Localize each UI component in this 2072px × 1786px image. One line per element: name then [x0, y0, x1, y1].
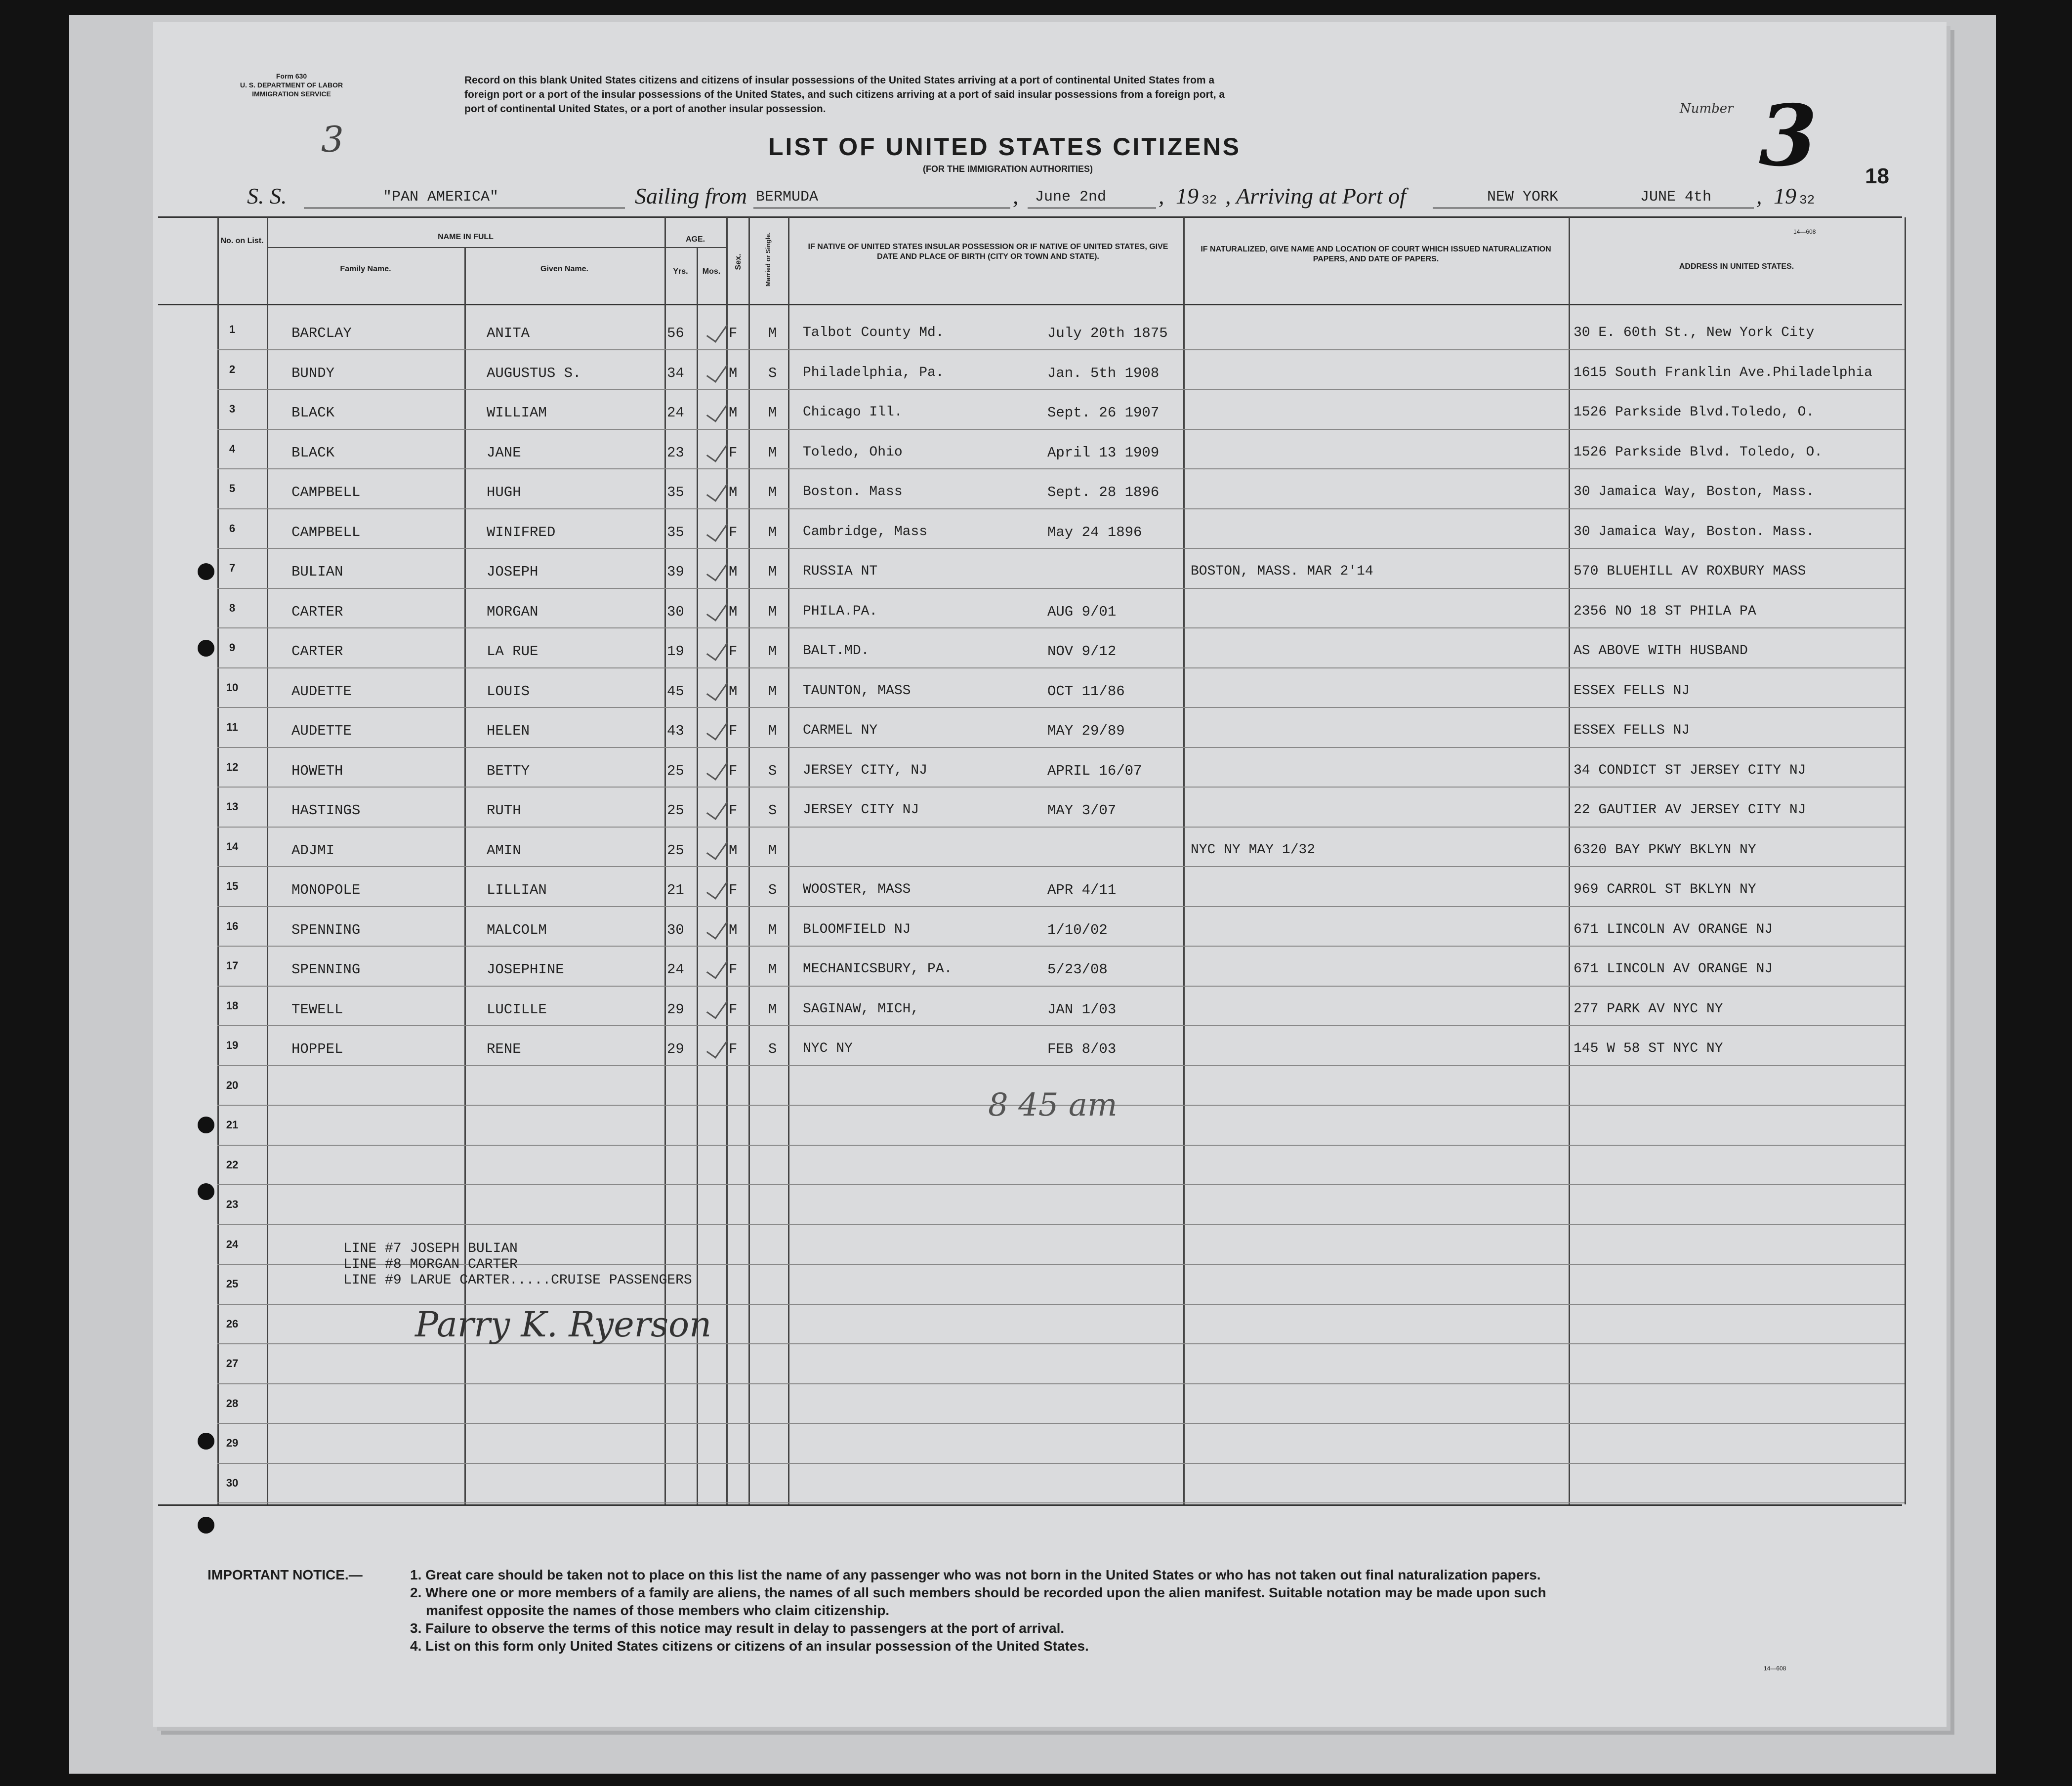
row-rule — [217, 906, 1905, 907]
given-name: RUTH — [487, 802, 521, 819]
row-number: 14 — [226, 840, 239, 853]
us-address: 671 LINCOLN AV ORANGE NJ — [1574, 961, 1773, 977]
row-number: 26 — [226, 1317, 239, 1330]
us-address: AS ABOVE WITH HUSBAND — [1574, 643, 1748, 659]
row-number: 22 — [226, 1158, 239, 1171]
row-number: 12 — [226, 760, 239, 773]
sex: F — [729, 762, 738, 779]
binder-hole — [198, 1183, 214, 1200]
sex: F — [729, 325, 738, 341]
age-years: 30 — [667, 603, 684, 620]
row-rule — [217, 429, 1905, 430]
family-name: SPENNING — [291, 961, 361, 978]
birth-place: MECHANICSBURY, PA. — [803, 961, 953, 977]
birth-place: WOOSTER, MASS — [803, 882, 911, 897]
birth-date: 1/10/02 — [1047, 921, 1108, 938]
sex: M — [729, 405, 738, 421]
us-address: 671 LINCOLN AV ORANGE NJ — [1574, 921, 1773, 937]
marital-status: M — [768, 484, 777, 500]
family-name: CAMPBELL — [291, 484, 361, 500]
binder-hole — [198, 563, 214, 580]
sailing-date: June 2nd — [1035, 189, 1107, 206]
birth-place: Chicago Ill. — [803, 405, 903, 420]
col-divider — [748, 217, 750, 1504]
row-number: 7 — [229, 562, 236, 574]
row-number: 23 — [226, 1198, 239, 1210]
ss-label: S. S. — [247, 183, 287, 208]
sex: M — [729, 683, 738, 700]
cruise-note-line-2: LINE #8 MORGAN CARTER — [343, 1257, 518, 1272]
sailing-from-port: BERMUDA — [756, 189, 819, 206]
row-rule — [217, 1463, 1905, 1464]
sex: F — [729, 961, 738, 978]
sex: M — [729, 603, 738, 620]
marital-status: M — [768, 961, 777, 978]
birth-place: PHILA.PA. — [803, 603, 878, 619]
age-years: 25 — [667, 842, 684, 859]
naturalization-info: NYC NY MAY 1/32 — [1191, 842, 1316, 858]
row-rule — [217, 1025, 1905, 1026]
family-name: CAMPBELL — [291, 524, 361, 540]
row-rule — [217, 747, 1905, 748]
birth-place: Talbot County Md. — [803, 325, 944, 340]
marital-status: M — [768, 444, 777, 461]
age-years: 19 — [667, 643, 684, 660]
age-years: 35 — [667, 484, 684, 500]
us-address: ESSEX FELLS NJ — [1574, 723, 1690, 738]
row-number: 21 — [226, 1119, 239, 1131]
birth-date: Jan. 5th 1908 — [1047, 365, 1160, 381]
row-number: 20 — [226, 1079, 239, 1091]
col-header-yrs: Yrs. — [673, 267, 688, 276]
us-address: 6320 BAY PKWY BKLYN NY — [1574, 842, 1756, 858]
cruise-note-line-1: LINE #7 JOSEPH BULIAN — [343, 1241, 518, 1256]
col-header-mos: Mos. — [702, 267, 721, 276]
sex: M — [729, 484, 738, 500]
cruise-note — [343, 1241, 692, 1288]
given-name: LOUIS — [487, 683, 530, 700]
notice-item-2a: 2. Where one or more members of a family are aliens, the names of all such members should be recorded upon the alien manifest. Suitable notation may be made upon such — [410, 1585, 1546, 1600]
marital-status: M — [768, 405, 777, 421]
given-name: WILLIAM — [487, 405, 547, 421]
birth-place: NYC NY — [803, 1041, 853, 1056]
row-number: 8 — [229, 601, 236, 614]
form-subtitle: (FOR THE IMMIGRATION AUTHORITIES) — [923, 164, 1093, 174]
col-divider — [1183, 217, 1185, 1504]
family-name: BLACK — [291, 405, 335, 421]
family-name: ADJMI — [291, 842, 335, 859]
row-number: 5 — [229, 482, 236, 495]
family-name: BLACK — [291, 444, 335, 461]
birth-place: SAGINAW, MICH, — [803, 1001, 919, 1017]
row-number: 9 — [229, 641, 236, 654]
row-rule — [217, 986, 1905, 987]
row-number: 18 — [226, 999, 239, 1012]
age-years: 34 — [667, 365, 684, 381]
family-name: BARCLAY — [291, 325, 352, 341]
birth-date: 5/23/08 — [1047, 961, 1108, 978]
row-number: 19 — [226, 1039, 239, 1051]
us-address: ESSEX FELLS NJ — [1574, 683, 1690, 699]
birth-date: MAY 29/89 — [1047, 723, 1125, 739]
sex: F — [729, 1041, 738, 1057]
birth-place: JERSEY CITY, NJ — [803, 762, 928, 778]
col-header-address: ADDRESS IN UNITED STATES. — [1679, 262, 1794, 271]
form-instructions — [464, 73, 1225, 116]
row-number: 29 — [226, 1437, 239, 1449]
col-header-naturalization: IF NATURALIZED, GIVE NAME AND LOCATION OF COURT WHICH ISSUED NATURALIZATION PAPERS, AND DATE OF PAPERS. — [1201, 245, 1551, 263]
marital-status: S — [768, 365, 777, 381]
sex: F — [729, 1001, 738, 1018]
age-years: 39 — [667, 564, 684, 580]
birth-place: TAUNTON, MASS — [803, 683, 911, 699]
marital-status: M — [768, 603, 777, 620]
given-name: LILLIAN — [487, 882, 547, 898]
family-name: CARTER — [291, 603, 343, 620]
birth-date: APR 4/11 — [1047, 882, 1117, 898]
birth-date: NOV 9/12 — [1047, 643, 1117, 660]
instructions-line-2: foreign port or a port of the insular possessions of the United States, and such citizens arriving at a port of said insular possessions from a foreign port, a — [464, 89, 1225, 100]
us-address: 30 Jamaica Way, Boston. Mass. — [1574, 524, 1815, 540]
given-name: MALCOLM — [487, 921, 547, 938]
age-years: 24 — [667, 405, 684, 421]
given-name: MORGAN — [487, 603, 539, 620]
birth-place: JERSEY CITY NJ — [803, 802, 919, 818]
sex: F — [729, 643, 738, 660]
birth-date: JAN 1/03 — [1047, 1001, 1117, 1018]
birth-place: Toledo, Ohio — [803, 444, 903, 460]
birth-date: MAY 3/07 — [1047, 802, 1117, 819]
birth-place: CARMEL NY — [803, 723, 878, 738]
comma: , — [1756, 183, 1762, 208]
given-name: JOSEPHINE — [487, 961, 564, 978]
age-years: 29 — [667, 1001, 684, 1018]
birth-place: BALT.MD. — [803, 643, 870, 659]
given-name: JANE — [487, 444, 521, 461]
sex: M — [729, 564, 738, 580]
us-address: 570 BLUEHILL AV ROXBURY MASS — [1574, 564, 1806, 579]
row-rule — [217, 548, 1905, 549]
row-number: 24 — [226, 1238, 239, 1250]
inspector-time-note: 8 45 am — [988, 1087, 1118, 1123]
row-rule — [217, 588, 1905, 589]
row-number: 4 — [229, 442, 236, 455]
row-rule — [217, 667, 1905, 668]
sex: M — [729, 842, 738, 859]
age-years: 45 — [667, 683, 684, 700]
marital-status: M — [768, 643, 777, 660]
marital-status: S — [768, 762, 777, 779]
birth-date: Sept. 26 1907 — [1047, 405, 1160, 421]
marital-status: M — [768, 564, 777, 580]
birth-place: Boston. Mass — [803, 484, 903, 499]
age-years: 23 — [667, 444, 684, 461]
arrival-date: JUNE 4th — [1640, 189, 1712, 206]
name-age-subheader-line — [267, 247, 726, 248]
sex: F — [729, 524, 738, 540]
age-years: 25 — [667, 802, 684, 819]
manifest-sheet — [153, 22, 1947, 1727]
sex: F — [729, 444, 738, 461]
marital-status: S — [768, 1041, 777, 1057]
sex: F — [729, 882, 738, 898]
us-address: 30 Jamaica Way, Boston, Mass. — [1574, 484, 1815, 499]
given-name: HELEN — [487, 723, 530, 739]
marital-status: M — [768, 723, 777, 739]
col-header-sex: Sex. — [734, 253, 743, 270]
corner-number: 18 — [1865, 164, 1889, 188]
marital-status: M — [768, 921, 777, 938]
notice-item-2b: manifest opposite the names of those members who claim citizenship. — [426, 1603, 890, 1618]
family-name: BUNDY — [291, 365, 335, 381]
marital-status: M — [768, 524, 777, 540]
notice-item-1: 1. Great care should be taken not to place on this list the name of any passenger who was not born in the United States or who has not taken out final naturalization papers. — [410, 1567, 1541, 1582]
printer-mark: 14—608 — [1793, 228, 1816, 235]
us-address: 277 PARK AV NYC NY — [1574, 1001, 1723, 1017]
given-name: BETTY — [487, 762, 530, 779]
marital-status: S — [768, 802, 777, 819]
given-name: AUGUSTUS S. — [487, 365, 581, 381]
row-number: 15 — [226, 880, 239, 892]
ship-name: "PAN AMERICA" — [383, 189, 499, 206]
row-number: 6 — [229, 522, 236, 535]
row-rule — [217, 389, 1905, 390]
instructions-line-3: port of continental United States, or a port of another insular possession. — [464, 103, 826, 115]
row-number: 30 — [226, 1476, 239, 1489]
col-header-married-single: Married or Single. — [764, 232, 772, 287]
arriving-label: , Arriving at Port of — [1225, 183, 1406, 208]
comma: , — [1159, 183, 1164, 208]
row-rule — [217, 1502, 1905, 1503]
col-header-family-name: Family Name. — [340, 265, 391, 273]
sailing-from-label: Sailing from — [635, 183, 747, 208]
given-name: ANITA — [487, 325, 530, 341]
us-address: 969 CARROL ST BKLYN NY — [1574, 882, 1756, 897]
signature: Parry K. Ryerson — [415, 1304, 712, 1345]
age-years: 30 — [667, 921, 684, 938]
us-address: 2356 NO 18 ST PHILA PA — [1574, 603, 1756, 619]
col-header-no: No. on List. — [220, 237, 264, 245]
row-rule — [217, 1184, 1905, 1185]
age-years: 29 — [667, 1041, 684, 1057]
row-rule — [217, 1423, 1905, 1424]
notice-list — [410, 1566, 1546, 1655]
col-divider — [726, 217, 728, 1504]
marital-status: M — [768, 683, 777, 700]
table-top-border — [158, 216, 1902, 218]
family-name: AUDETTE — [291, 683, 352, 700]
binder-hole — [198, 1517, 214, 1534]
binder-hole — [198, 1433, 214, 1450]
col-header-age: AGE. — [685, 235, 705, 244]
birth-date: FEB 8/03 — [1047, 1041, 1117, 1057]
birth-date: July 20th 1875 — [1047, 325, 1168, 341]
marital-status: M — [768, 1001, 777, 1018]
birth-date: OCT 11/86 — [1047, 683, 1125, 700]
row-rule — [217, 946, 1905, 947]
family-name: HASTINGS — [291, 802, 361, 819]
marital-status: M — [768, 842, 777, 859]
given-name: AMIN — [487, 842, 521, 859]
margin-note: 3 — [321, 119, 344, 160]
us-address: 1615 South Franklin Ave.Philadelphia — [1574, 365, 1872, 380]
family-name: BULIAN — [291, 564, 343, 580]
marital-status: S — [768, 882, 777, 898]
family-name: SPENNING — [291, 921, 361, 938]
table-bottom-border — [158, 1504, 1902, 1506]
notice-item-3: 3. Failure to observe the terms of this notice may result in delay to passengers at the port of arrival. — [410, 1620, 1065, 1636]
row-rule — [217, 508, 1905, 509]
given-name: LUCILLE — [487, 1001, 547, 1018]
col-header-birth: IF NATIVE OF UNITED STATES INSULAR POSSESSION OR IF NATIVE OF UNITED STATES, GIVE DATE AND PLACE OF BIRTH (CITY OR TOWN AND STATE). — [808, 243, 1168, 261]
age-years: 43 — [667, 723, 684, 739]
form-title: LIST OF UNITED STATES CITIZENS — [768, 133, 1242, 161]
arrival-port: NEW YORK — [1487, 189, 1559, 206]
us-address: 34 CONDICT ST JERSEY CITY NJ — [1574, 762, 1806, 778]
family-name: AUDETTE — [291, 723, 352, 739]
given-name: JOSEPH — [487, 564, 539, 580]
col-divider — [1905, 217, 1906, 1504]
row-rule — [217, 627, 1905, 628]
age-years: 35 — [667, 524, 684, 540]
form-number: Form 630 — [276, 72, 307, 80]
age-years: 24 — [667, 961, 684, 978]
row-rule — [217, 1065, 1905, 1066]
row-rule — [217, 1145, 1905, 1146]
row-rule — [217, 866, 1905, 867]
arrival-year-prefix: 19 — [1774, 183, 1796, 208]
birth-place: Cambridge, Mass — [803, 524, 928, 540]
row-number: 25 — [226, 1278, 239, 1290]
row-rule — [217, 468, 1905, 469]
binder-hole — [198, 1117, 214, 1133]
sailing-year-suffix: 32 — [1202, 193, 1217, 208]
row-number: 13 — [226, 800, 239, 813]
col-divider — [267, 217, 268, 1504]
notice-heading: IMPORTANT NOTICE.— — [207, 1567, 363, 1582]
age-years: 56 — [667, 325, 684, 341]
family-name: CARTER — [291, 643, 343, 660]
sex: M — [729, 365, 738, 381]
row-number: 17 — [226, 959, 239, 972]
us-address: 145 W 58 ST NYC NY — [1574, 1041, 1723, 1056]
comma: , — [1013, 183, 1019, 208]
instructions-line-1: Record on this blank United States citizens and citizens of insular possessions of the United States arriving at a port of continental United States from a — [464, 75, 1215, 86]
sex: F — [729, 802, 738, 819]
cruise-note-line-3: LINE #9 LARUE CARTER.....CRUISE PASSENGERS — [343, 1273, 692, 1288]
row-rule — [217, 827, 1905, 828]
row-number: 16 — [226, 919, 239, 932]
family-name: HOPPEL — [291, 1041, 343, 1057]
birth-date: Sept. 28 1896 — [1047, 484, 1160, 500]
arrival-year-suffix: 32 — [1799, 193, 1815, 208]
row-rule — [217, 707, 1905, 708]
department-name: U. S. DEPARTMENT OF LABOR — [240, 81, 343, 89]
binder-hole — [198, 640, 214, 657]
sex: M — [729, 921, 738, 938]
birth-place: Philadelphia, Pa. — [803, 365, 944, 380]
given-name: HUGH — [487, 484, 521, 500]
col-divider — [788, 217, 789, 1504]
us-address: 22 GAUTIER AV JERSEY CITY NJ — [1574, 802, 1806, 818]
row-number: 11 — [226, 721, 238, 733]
header-bottom-border — [158, 304, 1902, 305]
row-rule — [217, 1224, 1905, 1225]
birth-place: BLOOMFIELD NJ — [803, 921, 911, 937]
family-name: MONOPOLE — [291, 882, 361, 898]
given-name: RENE — [487, 1041, 521, 1057]
family-name: TEWELL — [291, 1001, 343, 1018]
marital-status: M — [768, 325, 777, 341]
age-years: 25 — [667, 762, 684, 779]
row-rule — [217, 1383, 1905, 1384]
given-name: LA RUE — [487, 643, 539, 660]
row-rule — [217, 787, 1905, 788]
row-number: 3 — [229, 403, 236, 415]
row-number: 27 — [226, 1357, 239, 1370]
col-divider — [1569, 217, 1570, 1504]
footer-mark: 14—608 — [1764, 1665, 1786, 1672]
list-number: 3 — [1759, 86, 1818, 185]
col-header-name-in-full: NAME IN FULL — [438, 233, 494, 241]
number-label: Number — [1680, 101, 1734, 116]
us-address: 1526 Parkside Blvd. Toledo, O. — [1574, 444, 1823, 460]
birth-place: RUSSIA NT — [803, 564, 878, 579]
sailing-year-prefix: 19 — [1176, 183, 1199, 208]
birth-date: May 24 1896 — [1047, 524, 1142, 540]
given-name: WINIFRED — [487, 524, 556, 540]
service-name: IMMIGRATION SERVICE — [252, 90, 331, 98]
family-name: HOWETH — [291, 762, 343, 779]
form-id-block — [217, 72, 366, 98]
sex: F — [729, 723, 738, 739]
us-address: 30 E. 60th St., New York City — [1574, 325, 1815, 340]
notice-item-4: 4. List on this form only United States citizens or citizens of an insular possession of the United States. — [410, 1638, 1089, 1654]
birth-date: April 13 1909 — [1047, 444, 1160, 461]
row-rule — [217, 349, 1905, 350]
age-years: 21 — [667, 882, 684, 898]
us-address: 1526 Parkside Blvd.Toledo, O. — [1574, 405, 1815, 420]
row-number: 1 — [229, 323, 236, 335]
birth-date: AUG 9/01 — [1047, 603, 1117, 620]
row-number: 2 — [229, 363, 236, 375]
col-header-given-name: Given Name. — [540, 265, 588, 273]
birth-date: APRIL 16/07 — [1047, 762, 1142, 779]
row-number: 28 — [226, 1397, 239, 1410]
row-number: 10 — [226, 681, 239, 694]
naturalization-info: BOSTON, MASS. MAR 2'14 — [1191, 564, 1373, 579]
